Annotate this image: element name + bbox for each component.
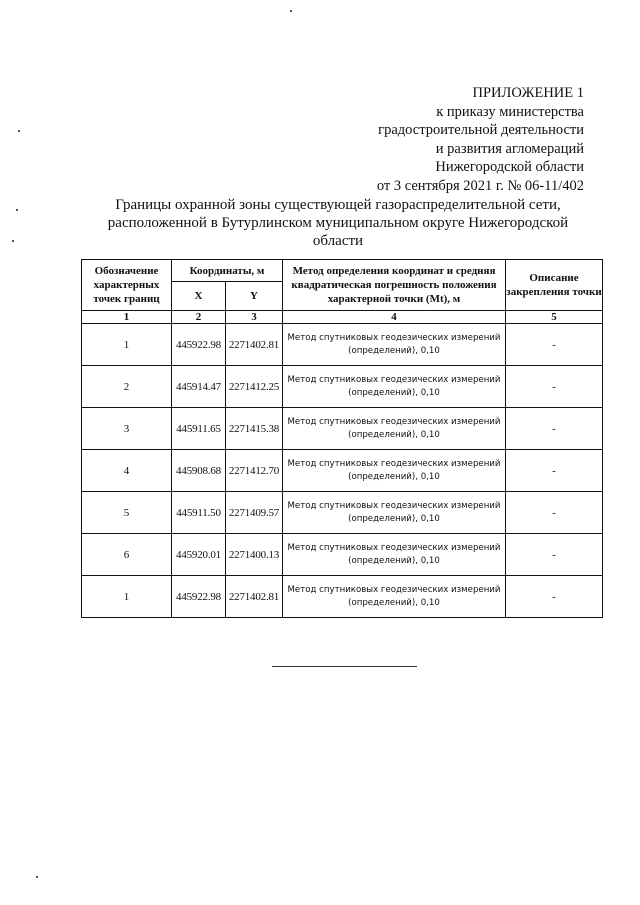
header-y: Y xyxy=(226,282,283,311)
title-line: Границы охранной зоны существующей газораспределительной сети, xyxy=(115,197,561,213)
document-title xyxy=(88,196,588,250)
fixing-text: - xyxy=(506,366,603,408)
header-x: X xyxy=(172,282,226,311)
column-number: 5 xyxy=(506,311,603,324)
point-id: 2 xyxy=(82,366,172,408)
appendix-line: Нижегородской области xyxy=(435,159,584,175)
method-text: Метод спутниковых геодезических измерений (определений), 0,10 xyxy=(283,408,506,450)
appendix-line: градостроительной деятельности xyxy=(378,122,584,138)
scan-speck xyxy=(18,130,20,132)
method-text: Метод спутниковых геодезических измерений (определений), 0,10 xyxy=(283,450,506,492)
fixing-text: - xyxy=(506,450,603,492)
coord-y: 2271412.70 xyxy=(226,450,283,492)
coord-x: 445911.65 xyxy=(172,408,226,450)
title-line: области xyxy=(312,233,364,249)
coord-y: 2271409.57 xyxy=(226,492,283,534)
appendix-order-date: от 3 сентября 2021 г. № 06-11/402 xyxy=(376,177,584,194)
scan-speck xyxy=(290,10,292,12)
title-line: расположенной в Бутурлинском муниципальном округе Нижегородской xyxy=(107,215,569,231)
column-numbers-row xyxy=(82,311,603,324)
point-id: 4 xyxy=(82,450,172,492)
column-number: 3 xyxy=(226,311,283,324)
coord-y: 2271402.81 xyxy=(226,576,283,618)
fixing-text: - xyxy=(506,576,603,618)
scan-speck xyxy=(12,240,14,242)
coord-y: 2271402.81 xyxy=(226,324,283,366)
coord-x: 445914.47 xyxy=(172,366,226,408)
table-row xyxy=(82,324,603,366)
point-id: 1 xyxy=(82,324,172,366)
header-designation: Обозначение характерных точек границ xyxy=(82,260,172,311)
coord-x: 445922.98 xyxy=(172,324,226,366)
coord-x: 445922.98 xyxy=(172,576,226,618)
table-row xyxy=(82,534,603,576)
fixing-text: - xyxy=(506,534,603,576)
appendix-block xyxy=(254,84,584,195)
appendix-title: ПРИЛОЖЕНИЕ 1 xyxy=(472,85,584,101)
coord-x: 445911.50 xyxy=(172,492,226,534)
coord-x: 445908.68 xyxy=(172,450,226,492)
table-row xyxy=(82,408,603,450)
fixing-text: - xyxy=(506,324,603,366)
table-row xyxy=(82,492,603,534)
scan-speck xyxy=(16,209,18,211)
coord-y: 2271415.38 xyxy=(226,408,283,450)
separator-line xyxy=(272,666,417,667)
table-row xyxy=(82,366,603,408)
fixing-text: - xyxy=(506,492,603,534)
appendix-line: к приказу министерства xyxy=(436,103,584,120)
coord-y: 2271400.13 xyxy=(226,534,283,576)
method-text: Метод спутниковых геодезических измерений (определений), 0,10 xyxy=(283,492,506,534)
table-row xyxy=(82,576,603,618)
column-number: 1 xyxy=(82,311,172,324)
header-coordinates: Координаты, м xyxy=(172,260,283,282)
point-id: 1 xyxy=(82,576,172,618)
table-row xyxy=(82,450,603,492)
point-id: 3 xyxy=(82,408,172,450)
column-number: 4 xyxy=(283,311,506,324)
method-text: Метод спутниковых геодезических измерений (определений), 0,10 xyxy=(283,366,506,408)
point-id: 5 xyxy=(82,492,172,534)
method-text: Метод спутниковых геодезических измерений (определений), 0,10 xyxy=(283,324,506,366)
point-id: 6 xyxy=(82,534,172,576)
header-method: Метод определения координат и средняя квадратическая погрешность положения характерной точки (Mt), м xyxy=(283,260,506,311)
method-text: Метод спутниковых геодезических измерений (определений), 0,10 xyxy=(283,534,506,576)
coord-y: 2271412.25 xyxy=(226,366,283,408)
scan-speck xyxy=(36,876,38,878)
fixing-text: - xyxy=(506,408,603,450)
coordinates-table xyxy=(81,259,603,618)
method-text: Метод спутниковых геодезических измерений (определений), 0,10 xyxy=(283,576,506,618)
column-number: 2 xyxy=(172,311,226,324)
appendix-line: и развития агломераций xyxy=(435,140,584,157)
header-fixing: Описание закрепления точки xyxy=(506,260,603,311)
coord-x: 445920.01 xyxy=(172,534,226,576)
